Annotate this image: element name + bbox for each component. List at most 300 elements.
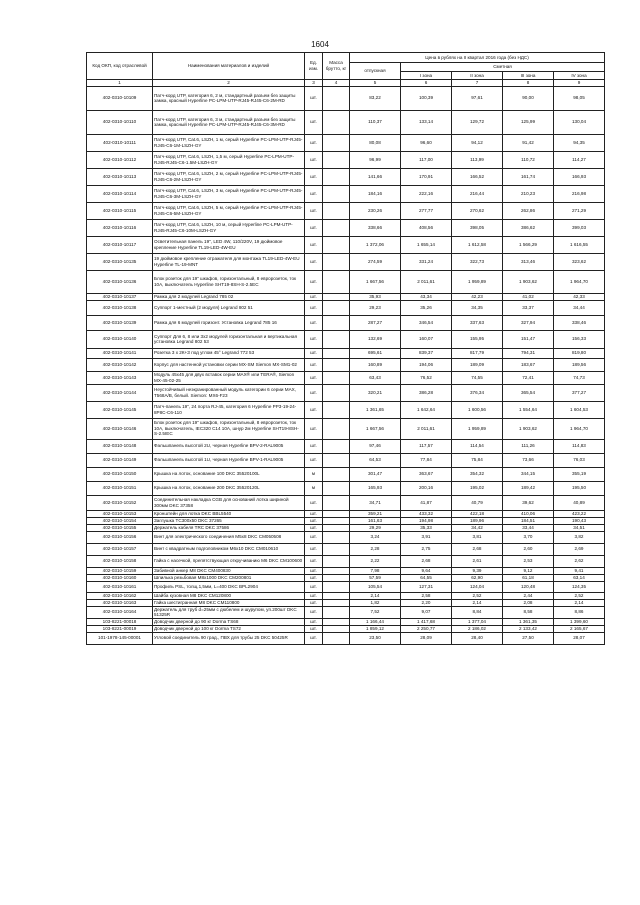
row-unit: шт. — [305, 543, 323, 555]
row-zone-3-price: 27,50 — [503, 632, 554, 644]
row-release-price: 7,98 — [350, 567, 401, 574]
header-zone-3: III зона — [503, 72, 554, 80]
row-zone-3-price: 313,46 — [503, 253, 554, 270]
table-row — [87, 330, 605, 348]
row-unit: шт. — [305, 495, 323, 510]
table-row — [87, 481, 605, 495]
row-zone-1-price: 2,58 — [401, 592, 452, 599]
row-zone-3-price: 39,62 — [503, 495, 554, 510]
row-unit: шт. — [305, 517, 323, 524]
row-zone-4-price: 130,04 — [554, 110, 605, 134]
row-release-price: 1,82 — [350, 599, 401, 606]
row-release-price: 63,43 — [350, 371, 401, 384]
row-unit: шт. — [305, 606, 323, 618]
row-code: 402-0310-10160 — [87, 574, 153, 581]
row-zone-4-price: 399,03 — [554, 219, 605, 236]
row-name: Соединительная накладка CGB для оснований лотка шириной 300мм DKC 37358 — [153, 495, 305, 510]
row-zone-2-price: 398,05 — [452, 219, 503, 236]
row-zone-1-price: 35,26 — [401, 300, 452, 315]
row-zone-4-price: 2,52 — [554, 592, 605, 599]
row-code: 402-0310-10113 — [87, 168, 153, 185]
row-name: Держатель кабеля TRC DKC 37586 — [153, 524, 305, 531]
row-zone-3-price: 410,06 — [503, 510, 554, 517]
row-zone-4-price: 9,41 — [554, 567, 605, 574]
row-mass — [323, 358, 350, 371]
row-name: Угловой соединитель 90 град., ПВХ для трубы 25 DKC 50425R — [153, 632, 305, 644]
row-zone-2-price: 2,52 — [452, 592, 503, 599]
row-mass — [323, 401, 350, 418]
row-zone-2-price: 2 186,02 — [452, 625, 503, 632]
row-mass — [323, 524, 350, 531]
row-release-price: 7,52 — [350, 606, 401, 618]
row-mass — [323, 315, 350, 330]
row-release-price: 3,24 — [350, 531, 401, 543]
row-zone-1-price: 9,64 — [401, 567, 452, 574]
row-name: Корпус для настенной установки серии MX-SM Siemon MX-SM1-02 — [153, 358, 305, 371]
row-zone-1-price: 43,34 — [401, 293, 452, 300]
row-code: 402-0310-10110 — [87, 110, 153, 134]
row-unit: шт. — [305, 253, 323, 270]
row-zone-3-price: 1 903,62 — [503, 418, 554, 439]
row-zone-3-price: 1 566,29 — [503, 236, 554, 253]
row-mass — [323, 531, 350, 543]
row-mass — [323, 348, 350, 358]
row-code: 402-0310-10158 — [87, 555, 153, 567]
row-mass — [323, 543, 350, 555]
row-name: Патч-корд UTP, категория 6, 2 м, стандартный разъем без защиты замка, красный Hyperline PC-LPM-UTP-RJ45-RJ45-C6-2M-RD — [153, 86, 305, 110]
row-code: 402-0310-10144 — [87, 384, 153, 401]
row-zone-4-price: 819,80 — [554, 348, 605, 358]
row-zone-1-price: 76,52 — [401, 371, 452, 384]
row-name: Патч-корд UTP, Cat.6, LSZH, 2 м, серый Hyperline PC-LPM-UTP-RJ45-RJ45-C6-2M-LSZH-GY — [153, 168, 305, 185]
column-number: 2 — [153, 80, 305, 87]
row-mass — [323, 632, 350, 644]
table-row — [87, 625, 605, 632]
header-price-group: Цена в рублях на II квартал 2016 года (без НДС) — [350, 53, 605, 63]
row-code: 402-0310-10109 — [87, 86, 153, 110]
row-unit: м — [305, 481, 323, 495]
row-release-price: 1 667,56 — [350, 270, 401, 293]
row-mass — [323, 606, 350, 618]
row-release-price: 184,16 — [350, 185, 401, 202]
row-code: 402-0310-10116 — [87, 219, 153, 236]
row-zone-2-price: 42,23 — [452, 293, 503, 300]
row-zone-3-price: 90,00 — [503, 86, 554, 110]
row-name: Рамка для 2 модулей Legrand 785 02 — [153, 293, 305, 300]
row-zone-4-price: 216,98 — [554, 185, 605, 202]
table-row — [87, 253, 605, 270]
header-name: Наименования материалов и изделий — [153, 53, 305, 80]
row-unit: шт. — [305, 86, 323, 110]
row-zone-1-price: 96,60 — [401, 134, 452, 151]
row-release-price: 1 166,44 — [350, 618, 401, 625]
row-zone-3-price: 327,94 — [503, 315, 554, 330]
row-name: Крышка на лоток, основание 200 DKC 35520120L — [153, 481, 305, 495]
row-zone-3-price: 3,70 — [503, 531, 554, 543]
column-number: 9 — [554, 80, 605, 87]
row-mass — [323, 574, 350, 581]
row-zone-1-price: 408,56 — [401, 219, 452, 236]
row-zone-3-price: 386,62 — [503, 219, 554, 236]
row-unit: шт. — [305, 632, 323, 644]
row-code: 402-0310-10135 — [87, 253, 153, 270]
row-zone-4-price: 195,50 — [554, 481, 605, 495]
row-zone-3-price: 794,31 — [503, 348, 554, 358]
row-zone-4-price: 1 964,70 — [554, 270, 605, 293]
row-name: Шпилька резьбовая М8х1000 DKC CM200801 — [153, 574, 305, 581]
row-name: Розетка 3 x 2К+З под углом 45° Legrand 772 53 — [153, 348, 305, 358]
row-release-price: 165,93 — [350, 481, 401, 495]
row-unit: шт. — [305, 581, 323, 592]
row-name: Заглушка TC300х50 DKC 37265 — [153, 517, 305, 524]
row-zone-3-price: 365,54 — [503, 384, 554, 401]
row-name: Патч-корд UTP, Cat.6, LSZH, 5 м, серый Hyperline PC-LPM-UTP-RJ45-RJ45-C6-5M-LSZH-GY — [153, 202, 305, 219]
row-mass — [323, 517, 350, 524]
row-name: Винт с квадратным подголовником М6х10 DKC CM010610 — [153, 543, 305, 555]
row-zone-2-price: 113,99 — [452, 151, 503, 168]
row-zone-4-price: 63,14 — [554, 574, 605, 581]
column-number: 1 — [87, 80, 153, 87]
row-release-price: 161,63 — [350, 517, 401, 524]
row-zone-3-price: 1 903,62 — [503, 270, 554, 293]
row-zone-2-price: 354,32 — [452, 467, 503, 481]
table-row — [87, 86, 605, 110]
row-zone-4-price: 423,22 — [554, 510, 605, 517]
row-zone-2-price: 62,90 — [452, 574, 503, 581]
table-row — [87, 300, 605, 315]
row-mass — [323, 293, 350, 300]
row-release-price: 34,71 — [350, 495, 401, 510]
row-zone-2-price: 97,61 — [452, 86, 503, 110]
row-zone-2-price: 337,63 — [452, 315, 503, 330]
table-row — [87, 401, 605, 418]
row-code: 402-0310-10111 — [87, 134, 153, 151]
row-zone-3-price: 111,26 — [503, 439, 554, 453]
table-row — [87, 202, 605, 219]
row-mass — [323, 371, 350, 384]
row-zone-1-price: 363,67 — [401, 467, 452, 481]
column-number: 7 — [452, 80, 503, 87]
row-zone-3-price: 2,60 — [503, 543, 554, 555]
row-release-price: 1 372,06 — [350, 236, 401, 253]
row-zone-3-price: 1 554,64 — [503, 401, 554, 418]
row-zone-4-price: 34,51 — [554, 524, 605, 531]
header-zone-1: I зона — [401, 72, 452, 80]
row-zone-3-price: 2,08 — [503, 599, 554, 606]
table-row — [87, 439, 605, 453]
row-code: 402-0310-10155 — [87, 524, 153, 531]
row-release-price: 35,93 — [350, 293, 401, 300]
row-zone-3-price: 120,48 — [503, 581, 554, 592]
row-zone-2-price: 28,40 — [452, 632, 503, 644]
row-name: Патч-корд UTP, категория 6, 3 м, стандартный разъем без защиты замка, красный Hyperline PC-LPM-UTP-RJ45-RJ45-C6-3M-RD — [153, 110, 305, 134]
row-unit: шт. — [305, 401, 323, 418]
row-zone-1-price: 346,54 — [401, 315, 452, 330]
row-zone-2-price: 1 600,56 — [452, 401, 503, 418]
row-release-price: 338,66 — [350, 219, 401, 236]
row-mass — [323, 236, 350, 253]
row-code: 402-0310-10153 — [87, 510, 153, 517]
row-name: Рамка для 6 модулей горизонт. Установка Legrand 785 16 — [153, 315, 305, 330]
row-code: 402-0310-10139 — [87, 315, 153, 330]
row-zone-2-price: 34,35 — [452, 300, 503, 315]
row-unit: шт. — [305, 453, 323, 467]
table-row — [87, 581, 605, 592]
row-zone-3-price: 41,02 — [503, 293, 554, 300]
row-zone-4-price: 190,43 — [554, 517, 605, 524]
row-zone-2-price: 3,81 — [452, 531, 503, 543]
row-name: Патч-корд UTP, Cat.6, LSZH, 10 м, серый Hyperline PC-LPM-UTP-RJ45-RJ45-C6-10M-LSZH-GY — [153, 219, 305, 236]
table-row — [87, 293, 605, 300]
row-zone-2-price: 2,61 — [452, 555, 503, 567]
row-zone-1-price: 2 250,77 — [401, 625, 452, 632]
row-release-price: 1 361,65 — [350, 401, 401, 418]
row-name: Гайка шестигранная М8 DKC CM110800 — [153, 599, 305, 606]
row-zone-4-price: 98,05 — [554, 86, 605, 110]
row-mass — [323, 625, 350, 632]
row-zone-1-price: 1 655,14 — [401, 236, 452, 253]
row-name: Патч-корд UTP, Cat.6, LSZH, 1,5 м, серый Hyperline PC-LPM-UTP-RJ45-RJ45-C6-1.5M-LSZH-GY — [153, 151, 305, 168]
row-name: Фальшпанель высотой 2U, черная Hyperline BPV-2-RAL9005 — [153, 439, 305, 453]
column-number: 8 — [503, 80, 554, 87]
table-row — [87, 134, 605, 151]
row-zone-3-price: 210,23 — [503, 185, 554, 202]
row-name: Винт для электрического соединения М5х8 DKC CM050508 — [153, 531, 305, 543]
header-mass: Масса брутто, кг — [323, 53, 350, 80]
row-zone-2-price: 1 959,89 — [452, 270, 503, 293]
row-mass — [323, 599, 350, 606]
row-zone-2-price: 9,39 — [452, 567, 503, 574]
row-code: 402-0310-10142 — [87, 358, 153, 371]
row-zone-3-price: 184,51 — [503, 517, 554, 524]
row-name: Патч-панель 19", 24 порта RJ-45, категория 6 Hyperline PP3-19-24-8P8C-C6-110 — [153, 401, 305, 418]
row-zone-2-price: 422,18 — [452, 510, 503, 517]
row-zone-4-price: 40,89 — [554, 495, 605, 510]
row-unit: шт. — [305, 236, 323, 253]
price-table — [86, 52, 605, 645]
row-mass — [323, 86, 350, 110]
row-zone-1-price: 127,31 — [401, 581, 452, 592]
table-row — [87, 185, 605, 202]
row-zone-4-price: 34,44 — [554, 300, 605, 315]
row-release-price: 695,61 — [350, 348, 401, 358]
row-unit: шт. — [305, 418, 323, 439]
row-unit: шт. — [305, 358, 323, 371]
row-release-price: 2,22 — [350, 555, 401, 567]
row-zone-1-price: 3,91 — [401, 531, 452, 543]
table-row — [87, 358, 605, 371]
row-zone-3-price: 183,67 — [503, 358, 554, 371]
row-zone-4-price: 156,33 — [554, 330, 605, 348]
row-zone-1-price: 194,06 — [401, 358, 452, 371]
row-code: 402-0310-10164 — [87, 606, 153, 618]
row-code: 402-0310-10136 — [87, 270, 153, 293]
row-release-price: 230,26 — [350, 202, 401, 219]
row-mass — [323, 384, 350, 401]
row-mass — [323, 510, 350, 517]
row-zone-4-price: 2 165,67 — [554, 625, 605, 632]
column-number: 5 — [350, 80, 401, 87]
row-zone-4-price: 42,33 — [554, 293, 605, 300]
row-mass — [323, 168, 350, 185]
row-code: 402-0310-10137 — [87, 293, 153, 300]
row-zone-2-price: 189,96 — [452, 517, 503, 524]
row-zone-1-price: 28,09 — [401, 632, 452, 644]
row-zone-3-price: 73,66 — [503, 453, 554, 467]
row-zone-4-price: 1 616,55 — [554, 236, 605, 253]
row-zone-4-price: 8,86 — [554, 606, 605, 618]
row-release-price: 29,23 — [350, 300, 401, 315]
row-zone-1-price: 35,33 — [401, 524, 452, 531]
row-release-price: 320,21 — [350, 384, 401, 401]
row-mass — [323, 202, 350, 219]
row-zone-4-price: 1 964,70 — [554, 418, 605, 439]
row-unit: шт. — [305, 348, 323, 358]
row-name: Фальшпанель высотой 1U, черная Hyperline BPV-1-RAL9005 — [153, 453, 305, 467]
table-row — [87, 531, 605, 543]
row-unit: шт. — [305, 618, 323, 625]
row-release-price: 57,59 — [350, 574, 401, 581]
row-zone-1-price: 133,14 — [401, 110, 452, 134]
table-row — [87, 632, 605, 644]
row-zone-3-price: 161,74 — [503, 168, 554, 185]
row-name: Блок розеток для 19" шкафов, горизонтальный, 8 евророзеток, ток 10А, выключатель Hyperline SHT19-8SH-S-2.5EC — [153, 270, 305, 293]
row-unit: шт. — [305, 384, 323, 401]
row-unit: шт. — [305, 524, 323, 531]
row-zone-2-price: 94,12 — [452, 134, 503, 151]
column-number: 3 — [305, 80, 323, 87]
row-zone-4-price: 1 604,53 — [554, 401, 605, 418]
row-code: 402-0310-10151 — [87, 481, 153, 495]
row-zone-4-price: 114,27 — [554, 151, 605, 168]
row-unit: шт. — [305, 625, 323, 632]
row-code: 402-0310-10162 — [87, 592, 153, 599]
row-zone-2-price: 322,73 — [452, 253, 503, 270]
row-name: Суппорт Для 6, 8 или 3х2 модулей горизонтальная и вертикальная установка Legrand 802 53 — [153, 330, 305, 348]
row-mass — [323, 330, 350, 348]
row-zone-2-price: 1 612,58 — [452, 236, 503, 253]
row-zone-1-price: 200,16 — [401, 481, 452, 495]
row-zone-1-price: 170,91 — [401, 168, 452, 185]
row-zone-4-price: 2,62 — [554, 555, 605, 567]
row-zone-1-price: 331,24 — [401, 253, 452, 270]
row-unit: шт. — [305, 315, 323, 330]
table-row — [87, 543, 605, 555]
row-name: Модуль 45х45 для двух вставок серии MAX® или TERA®, Siemon MX-45-02-25 — [153, 371, 305, 384]
row-zone-4-price: 1 399,60 — [554, 618, 605, 625]
row-zone-4-price: 74,73 — [554, 371, 605, 384]
row-zone-3-price: 189,42 — [503, 481, 554, 495]
row-code: 402-0310-10140 — [87, 330, 153, 348]
row-name: Гайка с насечкой, препятствующая откручиванию М6 DKC CM100600 — [153, 555, 305, 567]
table-row — [87, 592, 605, 599]
row-release-price: 301,47 — [350, 467, 401, 481]
row-zone-2-price: 124,04 — [452, 581, 503, 592]
row-release-price: 359,21 — [350, 510, 401, 517]
row-unit: шт. — [305, 270, 323, 293]
row-mass — [323, 270, 350, 293]
row-zone-4-price: 114,83 — [554, 439, 605, 453]
row-zone-2-price: 2,68 — [452, 543, 503, 555]
table-row — [87, 151, 605, 168]
row-code: 402-0310-10112 — [87, 151, 153, 168]
row-mass — [323, 418, 350, 439]
header-estimate: Сметная — [401, 63, 605, 72]
table-row — [87, 371, 605, 384]
row-mass — [323, 185, 350, 202]
row-code: 402-0310-10152 — [87, 495, 153, 510]
row-mass — [323, 253, 350, 270]
row-code: 402-0310-10114 — [87, 185, 153, 202]
row-code: 402-0310-10150 — [87, 467, 153, 481]
row-name: Крышка на лоток, основание 100 DKC 35520100L — [153, 467, 305, 481]
row-zone-3-price: 33,37 — [503, 300, 554, 315]
row-mass — [323, 467, 350, 481]
row-release-price: 97,46 — [350, 439, 401, 453]
row-mass — [323, 300, 350, 315]
row-zone-4-price: 124,35 — [554, 581, 605, 592]
row-release-price: 2,28 — [350, 543, 401, 555]
table-row — [87, 495, 605, 510]
row-zone-1-price: 194,98 — [401, 517, 452, 524]
row-zone-2-price: 189,09 — [452, 358, 503, 371]
row-zone-4-price: 94,35 — [554, 134, 605, 151]
row-mass — [323, 219, 350, 236]
row-zone-3-price: 151,47 — [503, 330, 554, 348]
row-zone-2-price: 1 959,89 — [452, 418, 503, 439]
row-zone-1-price: 117,00 — [401, 151, 452, 168]
row-zone-3-price: 9,12 — [503, 567, 554, 574]
row-code: 402-0310-10117 — [87, 236, 153, 253]
row-zone-1-price: 2,20 — [401, 599, 452, 606]
table-row — [87, 517, 605, 524]
column-number: 6 — [401, 80, 452, 87]
row-code: 402-0310-10115 — [87, 202, 153, 219]
row-release-price: 23,50 — [350, 632, 401, 644]
row-mass — [323, 151, 350, 168]
row-unit: шт. — [305, 555, 323, 567]
row-zone-3-price: 1 361,35 — [503, 618, 554, 625]
row-zone-1-price: 77,84 — [401, 453, 452, 467]
table-row — [87, 453, 605, 467]
row-release-price: 287,27 — [350, 315, 401, 330]
row-zone-1-price: 433,32 — [401, 510, 452, 517]
row-unit: шт. — [305, 151, 323, 168]
table-row — [87, 555, 605, 567]
row-name: Забивной анкер М8 DKC CM400830 — [153, 567, 305, 574]
table-row — [87, 618, 605, 625]
row-zone-2-price: 195,02 — [452, 481, 503, 495]
row-code: 402-0310-10163 — [87, 599, 153, 606]
row-zone-1-price: 386,28 — [401, 384, 452, 401]
row-zone-3-price: 262,86 — [503, 202, 554, 219]
row-zone-3-price: 61,18 — [503, 574, 554, 581]
row-name: Патч-корд UTP, Cat.6, LSZH, 1 м, серый Hyperline PC-LPM-UTP-RJ45-RJ45-C6-1M-LSZH-GY — [153, 134, 305, 151]
row-release-price: 110,37 — [350, 110, 401, 134]
row-zone-3-price: 125,99 — [503, 110, 554, 134]
table-row — [87, 110, 605, 134]
header-code: Код ОКП, код отраслевой — [87, 53, 153, 80]
row-zone-1-price: 1 417,68 — [401, 618, 452, 625]
row-zone-3-price: 2 133,42 — [503, 625, 554, 632]
row-zone-2-price: 34,42 — [452, 524, 503, 531]
row-code: 101-1978-145-00001 — [87, 632, 153, 644]
row-zone-4-price: 271,29 — [554, 202, 605, 219]
row-mass — [323, 618, 350, 625]
table-row — [87, 236, 605, 253]
row-code: 402-0310-10141 — [87, 348, 153, 358]
row-zone-4-price: 355,19 — [554, 467, 605, 481]
